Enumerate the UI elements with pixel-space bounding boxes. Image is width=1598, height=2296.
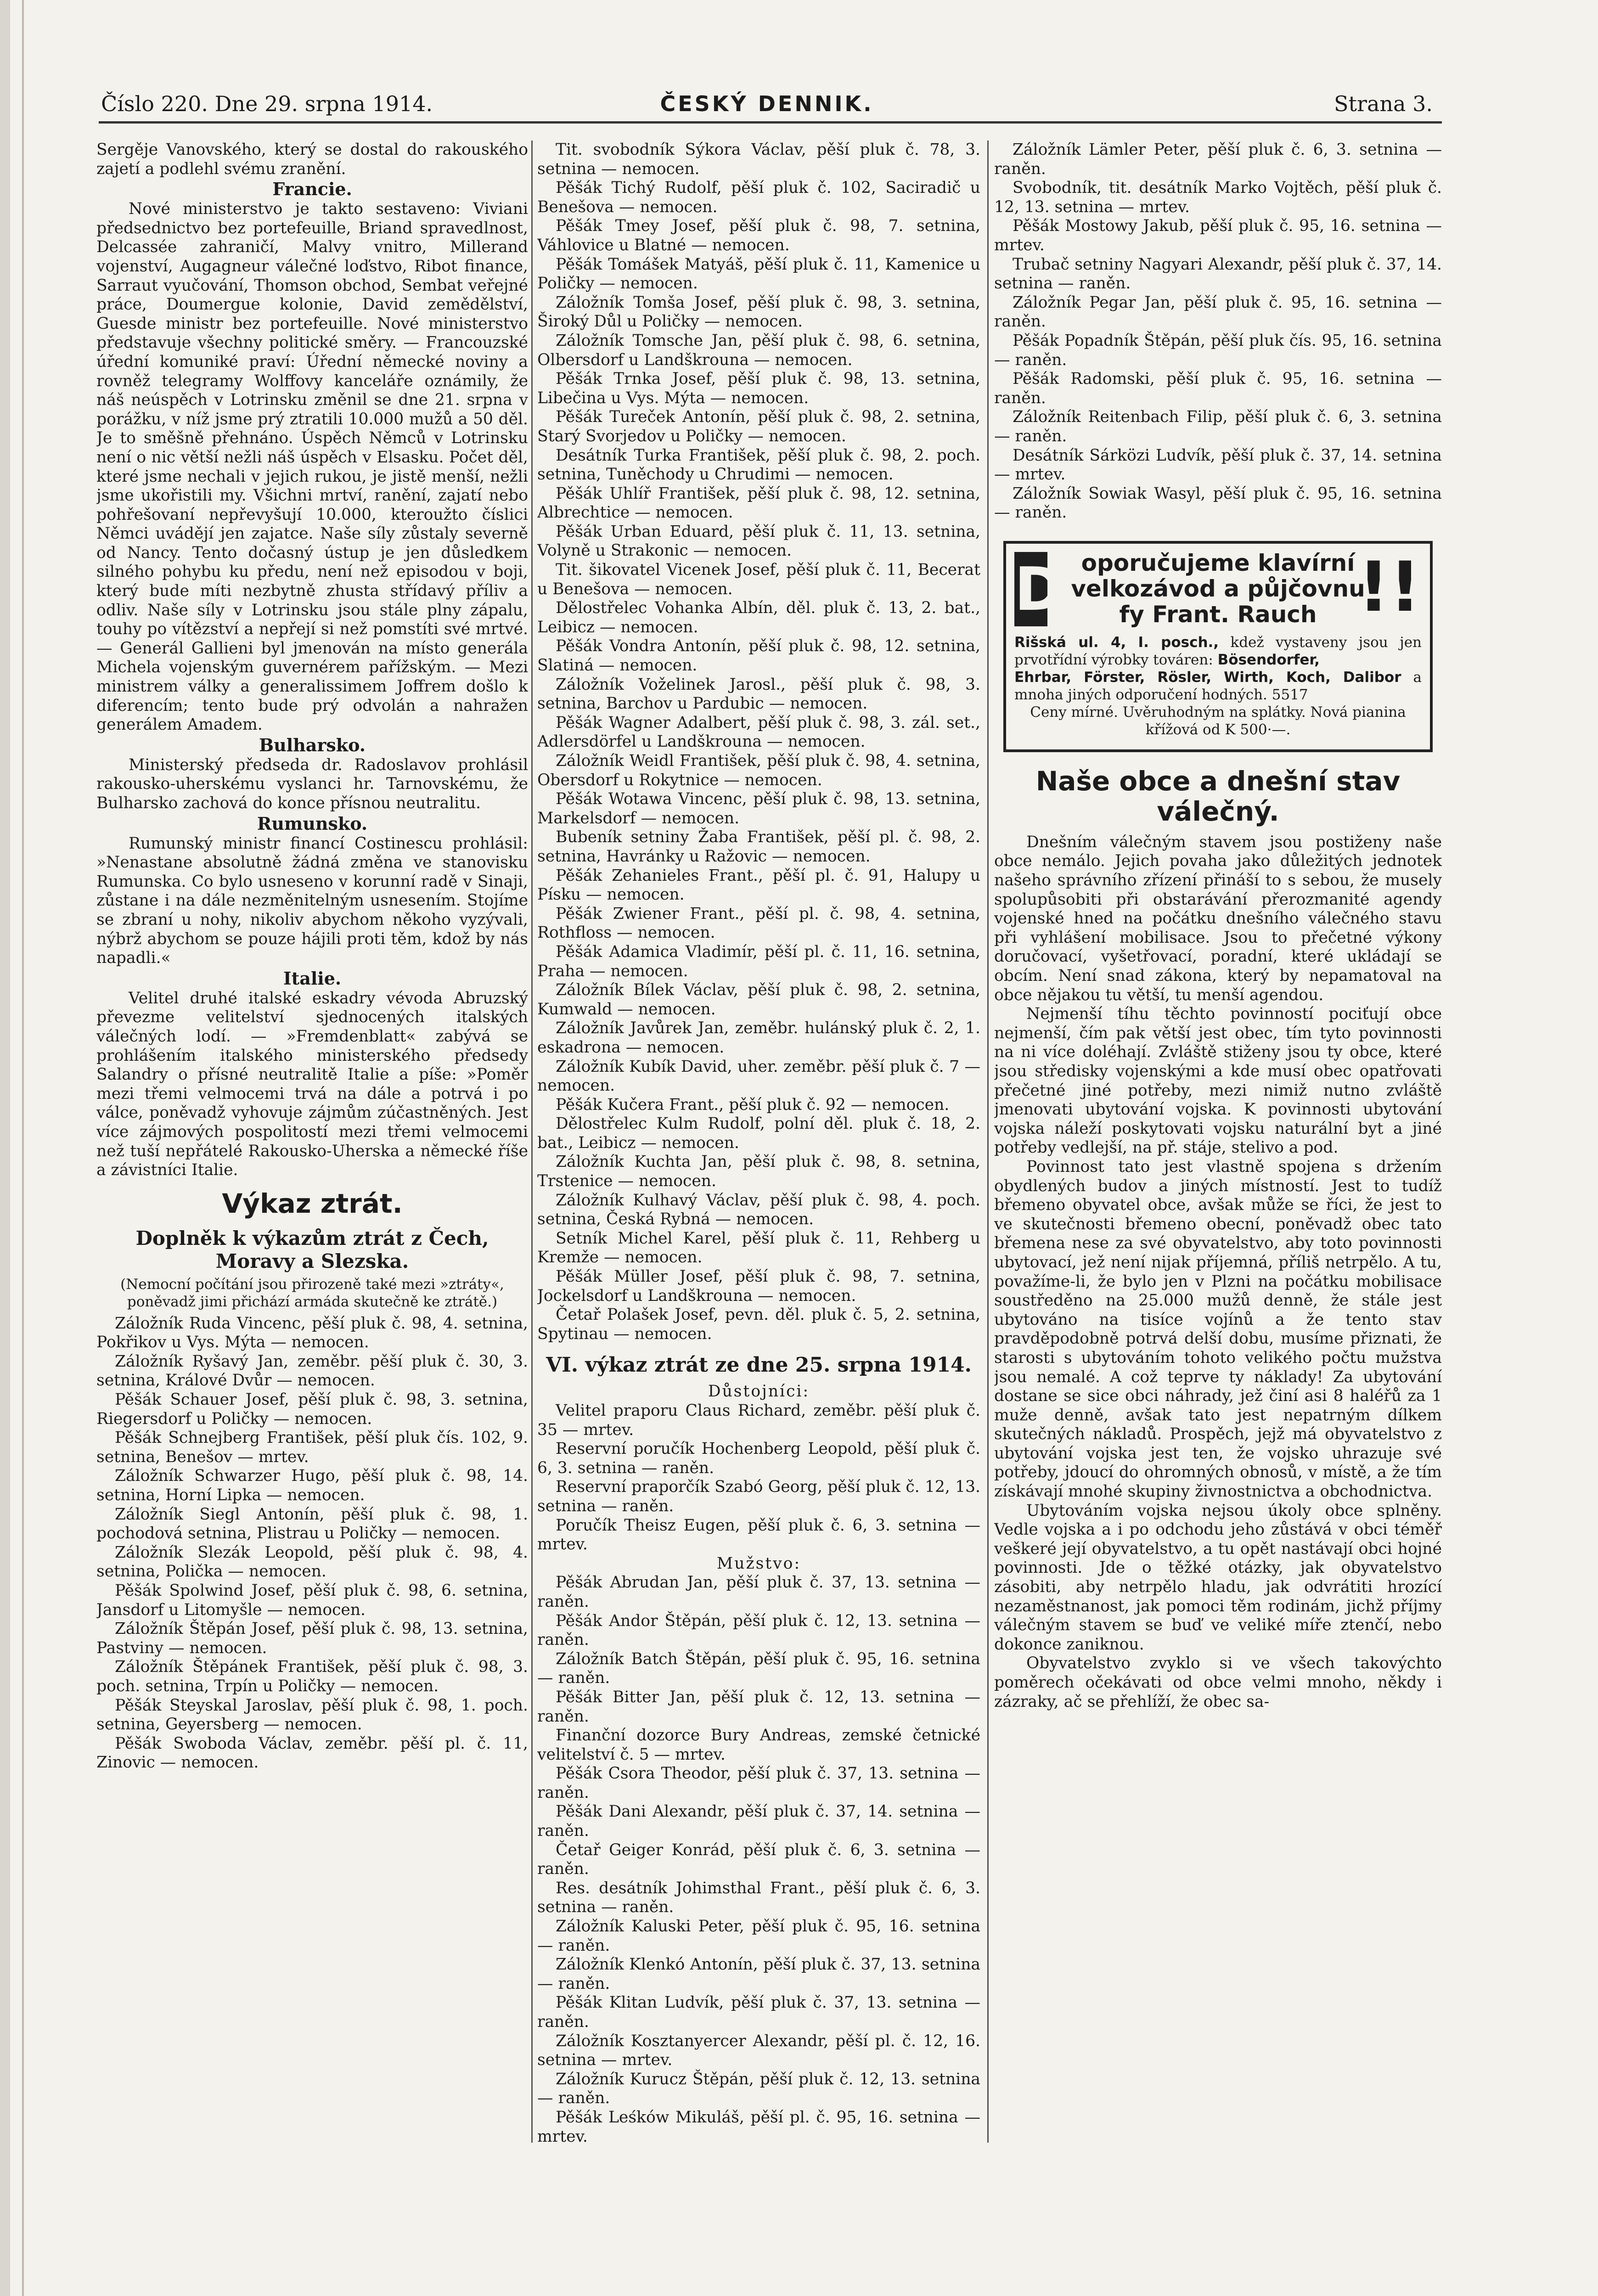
list-item: Záložník Tomša Josef, pěší pluk č. 98, 3. setnina, Široký Důl u Poličky — nemocen.: [537, 293, 980, 331]
list-item: Pěšák Schauer Josef, pěší pluk č. 98, 3. setnina, Riegersdorf u Poličky — nemocen.: [96, 1390, 528, 1428]
list-item: Pěšák Wagner Adalbert, pěší pluk č. 98, 3. zál. set., Adlersdörfel u Landškrouna — nemocen.: [537, 713, 980, 751]
list-item: Desátník Turka František, pěší pluk č. 98, 2. poch. setnina, Tuněchody u Chrudimi — nemocen.: [537, 446, 980, 484]
list-item: Záložník Štěpánek František, pěší pluk č. 98, 3. poch. setnina, Trpín u Poličky — nemocen.: [96, 1658, 528, 1695]
list-item: Záložník Javůrek Jan, zeměbr. hulánský pluk č. 2, 1. eskadrona — nemocen.: [537, 1019, 980, 1057]
list-item: Pěšák Schnejberg František, pěší pluk čís. 102, 9. setnina, Benešov — mrtev.: [96, 1429, 528, 1466]
list-item: Pěšák Vondra Antonín, pěší pluk č. 98, 12. setnina, Slatiná — nemocen.: [537, 637, 980, 675]
list-item: Pěšák Dani Alexandr, pěší pluk č. 37, 14. setnina — raněn.: [537, 1802, 980, 1840]
list-item: Pěšák Steyskal Jaroslav, pěší pluk č. 98, 1. poch. setnina, Geyersberg — nemocen.: [96, 1696, 528, 1734]
paragraph: Ubytováním vojska nejsou úkoly obce splněny. Vedle vojska a i po odchodu jeho zůstává v obci téměř veškeré její obyvatelstvo, a tu opět nastávají obci hojné povinnosti. Jde o těžké otázky, jak obyvatelstvo zásobiti, aby netrpělo hladu, jak odvrátiti hrozící nezaměstnanost, jak pomoci těm rodinám, jichž příjmy válečným stavem se buď ve veliké míře ztenčí, nebo dokonce zaniknou.: [994, 1501, 1442, 1654]
section-heading-report: VI. výkaz ztrát ze dne 25. srpna 1914.: [546, 1353, 972, 1377]
ad-exclamation: !!: [1358, 547, 1421, 627]
list-item: Setník Michel Karel, pěší pluk č. 11, Rehberg u Kremže — nemocen.: [537, 1229, 980, 1267]
page-number: Strana 3.: [1334, 91, 1433, 116]
list-item: Pěšák Müller Josef, pěší pluk č. 98, 7. setnina, Jockelsdorf u Landškrouna — nemocen.: [537, 1267, 980, 1305]
list-item: Pěšák Urban Eduard, pěší pluk č. 11, 13. setnina, Volyně u Strakonic — nemocen.: [537, 522, 980, 560]
list-item: Pěšák Swoboda Václav, zeměbr. pěší pl. č. 11, Zinovic — nemocen.: [96, 1734, 528, 1772]
list-item: Pěšák Tmey Josef, pěší pluk č. 98, 7. setnina, Váhlovice u Blatné — nemocen.: [537, 217, 980, 254]
list-item: Záložník Sowiak Wasyl, pěší pluk č. 95, 16. setnina — raněn.: [994, 484, 1442, 522]
ad-brands: Ehrbar, Förster, Rösler, Wirth, Koch, Dalibor: [1014, 669, 1401, 686]
list-item: Záložník Kosztanyercer Alexandr, pěší pl. č. 12, 16. setnina — mrtev.: [537, 2032, 980, 2070]
list-item: Dělostřelec Vohanka Albín, děl. pluk č. 13, 2. bat., Leibicz — nemocen.: [537, 599, 980, 636]
casualty-list: [537, 1573, 980, 2146]
list-item: Pěšák Tichý Rudolf, pěší pluk č. 102, Saciradič u Benešova — nemocen.: [537, 179, 980, 216]
masthead: [101, 90, 1433, 122]
issue-date: Číslo 220. Dne 29. srpna 1914.: [101, 91, 433, 116]
list-item: Záložník Kubík David, uher. zeměbr. pěší pluk č. 7 — nemocen.: [537, 1057, 980, 1095]
casualty-list: [537, 141, 980, 1344]
casualty-list: [96, 1314, 528, 1773]
article-title-municipalities: Naše obce a dnešní stav válečný.: [1035, 765, 1401, 827]
list-item: Záložník Kuchta Jan, pěší pluk č. 98, 8. setnina, Trstenice — nemocen.: [537, 1153, 980, 1191]
list-item: Pěšák Abrudan Jan, pěší pluk č. 37, 13. setnina — raněn.: [537, 1573, 980, 1611]
paragraph: Velitel druhé italské eskadry vévoda Abruzský převezme velitelství sjednocených italských válečných lodí. — »Fremdenblatt« zabývá se prohlášením italského ministerského předsedy Salandry o přísné neutralitě Italie a píše: »Poměr mezi třemi velmocemi trvá na dále a potrvá i po válce, poněvadž vyhovuje zájmům zúčastněných. Jest více zájmových pospolitostí mezi třemi velmocemi než tuší nepřátelé Rakousko-Uherska a německé říše a závistníci Italie.: [96, 989, 528, 1180]
ad-text: [1014, 634, 1422, 669]
list-item: Záložník Tomsche Jan, pěší pluk č. 98, 6. setnina, Olbersdorf u Landškrouna — nemocen.: [537, 331, 980, 369]
list-item: Četař Polašek Josef, pevn. děl. pluk č. 5, 2. setnina, Spytinau — nemocen.: [537, 1306, 980, 1343]
list-item: Desátník Sárközi Ludvík, pěší pluk č. 37, 14. setnina — mrtev.: [994, 446, 1442, 484]
article-title-losses: Výkaz ztrát.: [222, 1187, 403, 1219]
paragraph: Nejmenší tíhu těchto povinností pociťují obce nejmenší, čím pak větší jest obec, tím tyto povinnosti na ni více doléhají. Zvláště stiženy jsou ty obce, které jsou středisky vojenskými a kde musí obec opatřovati přečetné jiné potřeby, mezi nimiž nutno zvláště jmenovati ubytování vojska. K povinnosti ubytování vojska náleží poskytovati vojsku naturální byt a jiné potřeby vedlejší, na př. stáje, stelivo a pod.: [994, 1005, 1442, 1157]
piano-advertisement: [1003, 541, 1433, 752]
list-item: Záložník Ryšavý Jan, zeměbr. pěší pluk č. 30, 3. setnina, Králové Dvůr — nemocen.: [96, 1352, 528, 1390]
list-item: Trubač setniny Nagyari Alexandr, pěší pluk č. 37, 14. setnina — raněn.: [994, 255, 1442, 293]
ad-body: [1014, 634, 1422, 738]
paragraph: Sergěje Vanovského, který se dostal do rakouského zajetí a podlehl svému zranění.: [96, 141, 528, 178]
header-rule: [99, 121, 1442, 124]
list-item: Pěšák Tomášek Matyáš, pěší pluk č. 11, Kamenice u Poličky — nemocen.: [537, 255, 980, 293]
ad-headline: oporučujeme klavírní velkozávod a půjčovnu fy Frant. Rauch: [1071, 549, 1365, 628]
list-item: Finanční dozorce Bury Andreas, zemské četnické velitelství č. 5 — mrtev.: [537, 1726, 980, 1764]
list-item: Záložník Lämler Peter, pěší pluk č. 6, 3. setnina — raněn.: [994, 141, 1442, 178]
list-item: Tit. svobodník Sýkora Václav, pěší pluk č. 78, 3. setnina — nemocen.: [537, 141, 980, 178]
list-item: Pěšák Radomski, pěší pluk č. 95, 16. setnina — raněn.: [994, 370, 1442, 407]
list-item: Záložník Siegl Antonín, pěší pluk č. 98, 1. pochodová setnina, Plistrau u Poličky — nemocen.: [96, 1505, 528, 1543]
list-item: Záložník Schwarzer Hugo, pěší pluk č. 98, 14. setnina, Horní Lipka — nemocen.: [96, 1467, 528, 1505]
list-item: Svobodník, tit. desátník Marko Vojtěch, pěší pluk č. 12, 13. setnina — mrtev.: [994, 179, 1442, 216]
list-item: Záložník Kulhavý Václav, pěší pluk č. 98, 4. poch. setnina, Česká Rybná — nemocen.: [537, 1191, 980, 1229]
list-item: Pěšák Zehanieles Frant., pěší pl. č. 91, Halupy u Písku — nemocen.: [537, 866, 980, 904]
list-item: Pěšák Trnka Josef, pěší pluk č. 98, 13. setnina, Libečina u Vys. Mýta — nemocen.: [537, 370, 980, 407]
ad-text: [1014, 669, 1422, 703]
list-item: Pěšák Csora Theodor, pěší pluk č. 37, 13. setnina — raněn.: [537, 1764, 980, 1802]
list-item: Záložník Slezák Leopold, pěší pluk č. 98, 4. setnina, Polička — nemocen.: [96, 1543, 528, 1581]
list-item: Pěšák Leśków Mikuláš, pěší pl. č. 95, 16. setnina — mrtev.: [537, 2108, 980, 2146]
list-item: Záložník Reitenbach Filip, pěší pluk č. 6, 3. setnina — raněn.: [994, 408, 1442, 445]
article-subtitle: Doplněk k výkazům ztrát z Čech, Moravy a Slezska.: [135, 1227, 489, 1272]
list-item: Pěšák Zwiener Frant., pěší pl. č. 98, 4. setnina, Rothfloss — nemocen.: [537, 904, 980, 942]
list-item: Dělostřelec Kulm Rudolf, polní děl. pluk č. 18, 2. bat., Leibicz — nemocen.: [537, 1114, 980, 1152]
ad-text: kdež vystaveny jsou jen prvotřídní výrobky továren:: [1014, 634, 1422, 668]
paragraph: Nové ministerstvo je takto sestaveno: Viviani předsednictvo bez portefeuille, Briand spravedlnost, Delcassée zahraničí, Malvy vnitro, Millerand vojenství, Augagneur válečné loďstvo, Ribot finance, Sarraut vyučování, Thomson obchod, Sembat veřejné práce, Doumergue kolonie, David zemědělství, Guesde ministr bez portefeuille. Nové ministerstvo představuje všechny politické směry. — Francouzské úřední komuniké praví: Úřední německé noviny a rovněž telegramy Wolffovy kanceláře oznámily, že náš neúspěch v Lotrinsku změnil se dne 21. srpna v porážku, v níž jsme prý ztratili 10.000 mužů a 50 děl. Je to směšně přehnáno. Úspěch Němců v Lotrinsku není o nic větší nežli náš úspěch v Elsasku. Počet děl, které jsme nechali v jejich rukou, je jistě menší, nežli jsme ukořistili my. Všichni mrtví, ranění, zajatí nebo pohřešovaní nepřevyšují 10.000, kteroužto číslici Němci uvádějí jen zajatce. Naše síly zůstaly severně od Nancy. Tento dočasný ústup je jen důsledkem silného pohybu ku předu, není než episodou v boji, který bude míti nezbytně zhusta střídavý příliv a odliv. Naše síly v Lotrinsku jsou stále plny zápalu, touhy po vítězství a nepřejí si než pomstíti své mrtvé. — Generál Gallieni byl jmenován na místo generála Michela vojenským guvernérem pařížským. — Mezi ministrem války a generalissimem Joffrem došlo k diferencím; tento bude prý odvolán a nahražen generálem Amadem.: [96, 200, 528, 734]
list-item: Záložník Weidl František, pěší pluk č. 98, 4. setnina, Obersdorf u Rokytnice — nemocen.: [537, 752, 980, 789]
list-item: Záložník Pegar Jan, pěší pluk č. 95, 16. setnina — raněn.: [994, 293, 1442, 331]
ad-address: Rišská ul. 4, I. posch.,: [1014, 634, 1219, 651]
subheading-officers: Důstojníci:: [708, 1382, 810, 1401]
paragraph: Dnešním válečným stavem jsou postiženy naše obce nemálo. Jejich povaha jako důležitých jednotek našeho správního zřízení přináší to s sebou, že musely spolupůsobiti při obstarávání přerozmanité agendy vojenské hned na počátku dnešního válečného stavu při vyhlášení mobilisace. Jsou to přečetné výkony doručovací, vyšetřovací, poradní, které ukládají se obcím. Není snad zákona, který by nepamatoval na obce nějakou tu větší, tu menší agendou.: [994, 833, 1442, 1004]
list-item: Pěšák Spolwind Josef, pěší pluk č. 98, 6. setnina, Jansdorf u Litomyšle — nemocen.: [96, 1581, 528, 1619]
list-item: Pěšák Andor Štěpán, pěší pluk č. 12, 13. setnina — raněn.: [537, 1611, 980, 1649]
list-item: Pěšák Mostowy Jakub, pěší pluk č. 95, 16. setnina — mrtev.: [994, 217, 1442, 254]
paragraph: Obyvatelstvo zvyklo si ve všech takovýchto poměrech očekávati od obce velmi mnoho, někdy i zázraky, ač se přehlíží, že obec sa-: [994, 1654, 1442, 1711]
page-edge: [0, 0, 10, 2296]
list-item: Záložník Klenkó Antonín, pěší pluk č. 37, 13. setnina — raněn.: [537, 1955, 980, 1993]
ad-text: a mnoha jiných odporučení hodných.: [1014, 669, 1422, 703]
paragraph: Rumunský ministr financí Costinescu prohlásil: »Nenastane absolutně žádná změna ve stanovisku Rumunska. Co bylo usneseno v korunní radě v Sinaji, zůstane i na dále nezměnitelným usnesením. Stojíme se zbraní u nohy, nikoliv abychom někoho vyzývali, nýbrž abychom se pouze hájili proti těm, kdož by nás napadli.«: [96, 834, 528, 968]
list-item: Pěšák Klitan Ludvík, pěší pluk č. 37, 13. setnina — raněn.: [537, 1993, 980, 2031]
ad-prices: Ceny mírné. Uvěruhodným na splátky. Nová pianina křížová od K 500·—.: [1030, 703, 1406, 738]
column-rule: [987, 141, 989, 2143]
list-item: Tit. šikovatel Vicenek Josef, pěší pluk č. 11, Becerat u Benešova — nemocen.: [537, 561, 980, 598]
casualty-list: [537, 1401, 980, 1554]
list-item: Reservní poručík Hochenberg Leopold, pěší pluk č. 6, 3. setnina — raněn.: [537, 1440, 980, 1477]
subheading-troops: Mužstvo:: [716, 1554, 801, 1573]
list-item: Pěšák Popadník Štěpán, pěší pluk čís. 95, 16. setnina — raněn.: [994, 331, 1442, 369]
list-item: Reservní praporčík Szabó Georg, pěší pluk č. 12, 13. setnina — raněn.: [537, 1478, 980, 1515]
list-item: Pěšák Bitter Jan, pěší pluk č. 12, 13. setnina — raněn.: [537, 1688, 980, 1726]
list-item: Bubeník setniny Žaba František, pěší pl. č. 98, 2. setnina, Havránky u Ražovic — nemocen.: [537, 828, 980, 866]
list-item: Pěšák Wotawa Vincenc, pěší pluk č. 98, 13. setnina, Markelsdorf — nemocen.: [537, 790, 980, 827]
list-item: Četař Geiger Konrád, pěší pluk č. 6, 3. setnina — raněn.: [537, 1840, 980, 1879]
column-1: [96, 141, 528, 2280]
list-item: Pěšák Kučera Frant., pěší pluk č. 92 — nemocen.: [556, 1095, 950, 1114]
ad-code: 5517: [1272, 686, 1308, 703]
column-3: [994, 141, 1442, 2280]
paragraph: Povinnost tato jest vlastně spojena s držením obydlených budov a jiných místností. Jest to tudíž břemeno obyvatel obce, avšak může se říci, že jest to ve skutečnosti břemeno obecní, poněvadž obec tato břemena nese za své obyvatelstvo, aby toto povinnosti ubytovací, jež není nijak příjemná, příliš netrpělo. A tu, považíme-li, že bylo jen v Plzni na počátku mobilisace soustředěno na 25.000 mužů denně, že stále jest ubytováno na tisíce vojínů a že tento stav pravděpodobně potrvá delší dobu, musíme přiznati, že starosti s ubytováním tohoto velikého počtu mužstva jsou nemalé. A což teprve ty náklady! Za ubytování dostane se sice obci náhrady, jež činí asi 8 haléřů za 1 muže denně, avšak tato jest nepatrným dílkem skutečných nákladů. Prospěch, jejž má obyvatelstvo z ubytování vojska jest ten, že vojsko uhrazuje své potřeby, jdoucí do ohromných obnosů, v místě, a že tím získávají mnohé skupiny živnostnictva a obchodnictva.: [994, 1157, 1442, 1501]
section-heading-romania: Rumunsko.: [257, 813, 368, 834]
list-item: Záložník Bílek Václav, pěší pluk č. 98, 2. setnina, Kumwald — nemocen.: [537, 981, 980, 1019]
casualty-list: [994, 141, 1442, 523]
newspaper-title: ČESKÝ DENNIK.: [660, 91, 874, 116]
list-item: Velitel praporu Claus Richard, zeměbr. pěší pluk č. 35 — mrtev.: [537, 1401, 980, 1439]
column-rule: [531, 141, 533, 2143]
list-item: Záložník Kurucz Štěpán, pěší pluk č. 12, 13. setnina — raněn.: [537, 2070, 980, 2108]
fold-line: [22, 0, 24, 2296]
ad-brands: Bösendorfer,: [1217, 651, 1320, 668]
editorial-note: (Nemocní počítání jsou přirozeně také mezi »ztráty«, poněvadž jimi přichází armáda skutečně ke ztrátě.): [120, 1276, 504, 1310]
list-item: Pěšák Adamica Vladimír, pěší pl. č. 11, 16. setnina, Praha — nemocen.: [537, 942, 980, 980]
column-2: [537, 141, 980, 2280]
section-heading-italy: Italie.: [283, 968, 342, 989]
section-heading-bulgaria: Bulharsko.: [259, 734, 366, 755]
list-item: Pěšák Uhlíř František, pěší pluk č. 98, 12. setnina, Albrechtice — nemocen.: [537, 484, 980, 522]
list-item: Záložník Kaluski Peter, pěší pluk č. 95, 16. setnina — raněn.: [537, 1917, 980, 1955]
list-item: Záložník Batch Štěpán, pěší pluk č. 95, 16. setnina — raněn.: [537, 1649, 980, 1688]
section-heading-france: Francie.: [272, 179, 352, 200]
list-item: Pěšák Tureček Antonín, pěší pluk č. 98, 2. setnina, Starý Svorjedov u Poličky — nemocen.: [537, 408, 980, 445]
paragraph: Ministerský předseda dr. Radoslavov prohlásil rakousko-uherskému vyslanci hr. Tarnovskému, že Bulharsko zachová do konce přísnou neutralitu.: [96, 755, 528, 812]
list-item: Poručík Theisz Eugen, pěší pluk č. 6, 3. setnina — mrtev.: [537, 1516, 980, 1554]
list-item: Res. desátník Johimsthal Frant., pěší pluk č. 6, 3. setnina — raněn.: [537, 1879, 980, 1917]
list-item: Záložník Štěpán Josef, pěší pluk č. 98, 13. setnina, Pastviny — nemocen.: [96, 1620, 528, 1657]
list-item: Záložník Ruda Vincenc, pěší pluk č. 98, 4. setnina, Pokřikov u Vys. Mýta — nemocen.: [96, 1314, 528, 1352]
ad-initial-letter: D: [1014, 552, 1047, 626]
list-item: Záložník Voželinek Jarosl., pěší pluk č. 98, 3. setnina, Barchov u Pardubic — nemocen.: [537, 675, 980, 713]
